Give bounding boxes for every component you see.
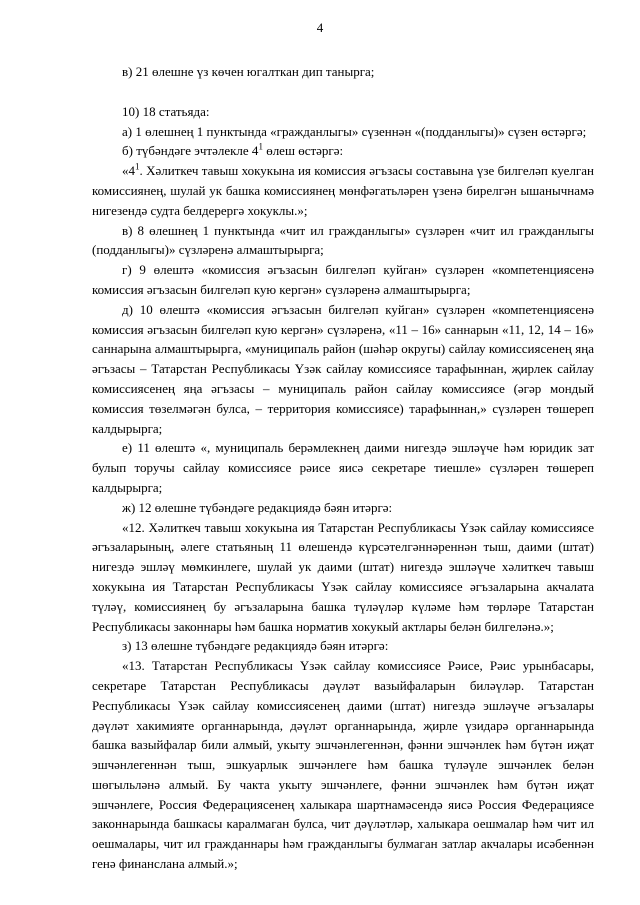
paragraph-b-text: б) түбәндәге эчтәлекле 4 — [122, 143, 259, 159]
paragraph-gap — [92, 82, 594, 102]
quote-12: «12. Хәлиткеч тавыш хокукына ия Татарстан Республикасы Үзәк сайлау комиссиясе әгъзаларының, әлеге статьяның 11 өлешендә күрсәтелгәннәреннән тыш, даими (штат) нигездә эшләү мөмкинлеге, шулай ук даими (штат) нигездә эшләүче хәлиткеч тавыш хокукына ия Татарстан Республикасы Үзәк сайлау комиссиясе әгъзаларына акчалата түләү, комиссиянең бу әгъзаларына башка түләүләр күләме һәм төрләре Татарстан Республикасы законнары һәм башка норматив хокукый актлары белән билгеләнә.»; — [92, 519, 594, 634]
paragraph-z: з) 13 өлешне түбәндәге редакциядә бәян итәргә: — [122, 638, 389, 654]
paragraph-b — [92, 141, 594, 161]
paragraph-zh: ж) 12 өлешне түбәндәге редакциядә бәян итәргә: — [122, 499, 393, 515]
paragraph-v: в) 8 өлешнең 1 пунктында «чит ил гражданлыгы» сүзләрен «чит ил гражданлыгы (подданлыгы)» сүзләренә алмаштырырга; — [92, 222, 594, 258]
paragraph-d: д) 10 өлештә «комиссия әгъзасын билгеләп куйган» сүзләрен «компетенциясенә комиссия әгъзасын билгеләп кую кергән» сүзләренә, «11 – 16» саннарын «11, 12, 14 – 16» саннарына алмаштырырга, «муниципаль район (шәһәр округы) сайлау комиссиясенең яңа әгъзасы – Татарстан Республикасы Үзәк сайлау комиссиясе тарафыннан, җирлек сайлау комиссиясенең яңа әгъзасы – муниципаль район сайлау комиссиясе (әгәр мондый комиссия төзелмәгән булса, – территория комиссиясе) тарафыннан,» сүзләрен төшереп калдырырга; — [92, 301, 594, 436]
item-10-article-18: 10) 18 статьяда: — [122, 103, 210, 119]
paragraph-a: а) 1 өлешнең 1 пунктында «гражданлыгы» сүзеннән «(подданлыгы)» сүзен өстәргә; — [122, 123, 587, 139]
superscript: 1 — [135, 161, 140, 172]
superscript: 1 — [258, 142, 263, 153]
quote-4-1-text: . Хәлиткеч тавыш хокукына ия комиссия әгъзасы составына үзе билгеләп куелган комиссиянең, шулай ук башка комиссиянең мөнфәгатьләрен үзенә бирелгән ышанычнамә нигезендә судта белдерергә хокуклы.»; — [92, 163, 594, 218]
paragraph-b-text-end: өлеш өстәргә: — [262, 143, 344, 159]
paragraph-g: г) 9 өлештә «комиссия әгъзасын билгеләп куйган» сүзләрен «компетенциясенә комиссия әгъзасын билгеләп кую кергән» сүзләренә алмаштырырга; — [92, 262, 594, 297]
document-body — [92, 62, 594, 874]
paragraph-v-21: в) 21 өлешне үз көчен югалткан дип танырга; — [122, 64, 375, 79]
quote-13: «13. Татарстан Республикасы Үзәк сайлау комиссиясе Рәисе, Рәис урынбасары, секретаре Татарстан Республикасы дәүләт вазыйфаларын биләүләр. Татарстан Республикасы Үзәк сайлау комиссиясенең даими (штат) нигездә эшләүче әгъзалары дәүләт хакимияте органнарында, дәүләт органнарында, җирле үзидарә органнарында башка вазыйфалар били алмый, укыту эшчәнлегеннән, фәнни эшчәнлек һәм бүтән иҗат эшчәнлегеннән тыш, эшкуарлык эшчәнлеге һәм башка түләүле эшчәнлек белән шөгыльләнә алмый. Бу чакта укыту эшчәнлеге, фәнни эшчәнлек һәм бүтән иҗат эшчәнлеге, Россия Федерациясенең халыкара шартнамәсендә яисә Россия Федерациясе законнарында башкасы каралмаган булса, чит дәүләтләр, халыкара оешмалар һәм чит ил оешмалары, чит ил гражданнары һәм гражданлыгы булмаган затлар акчалары исәбеннән генә финансланa алмый.»; — [92, 658, 594, 872]
quote-4-1-start: «4 — [122, 163, 135, 179]
paragraph-e: е) 11 өлештә «, муниципаль берәмлекнең даими нигездә эшләүче һәм юридик зат булып торучы сайлау комиссиясе рәисе яисә секретаре тиешле» сүзләрен төшереп калдырырга; — [92, 440, 594, 495]
quote-4-1 — [92, 161, 594, 220]
page-number: 4 — [316, 20, 324, 35]
